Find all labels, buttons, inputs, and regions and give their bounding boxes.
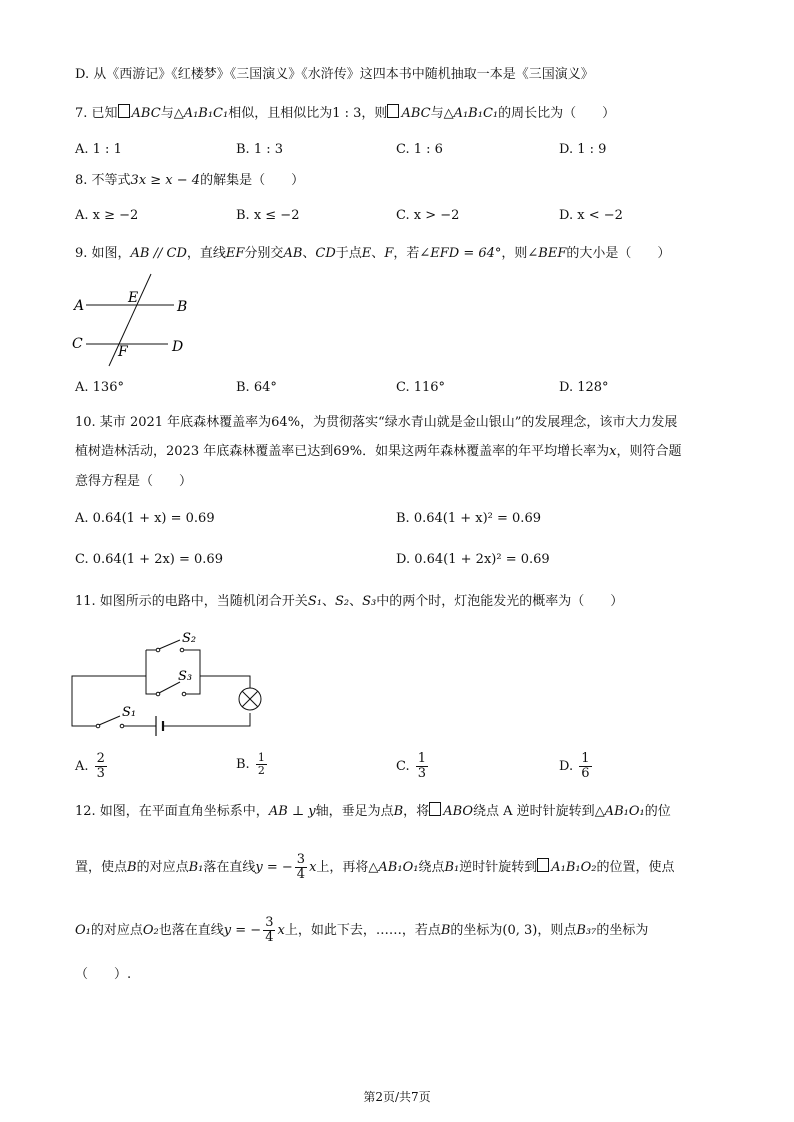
frac-num: 1 xyxy=(417,751,427,766)
q9-stem-c: 分别交 xyxy=(244,246,284,261)
s2-blade xyxy=(159,640,180,649)
q12-l2a: 置，使点 xyxy=(75,860,128,875)
frac-num: 3 xyxy=(265,915,274,930)
q10-option-d: D. 0.64(1 + 2x)² = 0.69 xyxy=(396,552,550,567)
q7-option-c: C. 1 : 6 xyxy=(396,142,443,157)
q11-option-d xyxy=(559,752,594,781)
s3-blade xyxy=(159,682,180,693)
missing-glyph-box xyxy=(387,104,399,118)
q8-stem-b: 的解集是（ ） xyxy=(200,173,305,188)
frac-den: 2 xyxy=(257,764,265,777)
q11-stem-b: 中的两个时，灯泡能发光的概率为（ ） xyxy=(376,594,624,609)
q12-yeq-2: y = − xyxy=(223,923,262,938)
q10-line2 xyxy=(75,443,682,461)
q10-line1 xyxy=(75,414,677,432)
q9-stem-g: 的大小是（ ） xyxy=(566,246,671,261)
q9-sep2: 、 xyxy=(371,246,385,261)
q11-option-c xyxy=(396,752,430,781)
label-e: E xyxy=(128,290,139,306)
q11-sep: 、 xyxy=(321,594,335,609)
q7-stem-f: 的周长比为（ ） xyxy=(498,106,616,121)
wire-bottom-right xyxy=(163,713,250,726)
q11-option-a xyxy=(75,752,109,781)
frac-den: 6 xyxy=(581,766,590,781)
q11-option-c-letter: C. xyxy=(396,759,410,774)
q9-option-d: D. 128° xyxy=(559,380,609,395)
q11-s1: S₁ xyxy=(307,594,322,609)
q12-l3e: ，则点 xyxy=(537,923,577,938)
q12-l2c: 落在直线 xyxy=(203,860,256,875)
q12-b1: B₁ xyxy=(188,860,204,875)
q9-stem-d: 于点 xyxy=(335,246,362,261)
q11-stem-a: 11. 如图所示的电路中，当随机闭合开关 xyxy=(75,594,308,609)
frac-den: 3 xyxy=(417,766,427,781)
label-c: C xyxy=(72,336,83,352)
q12-b: B xyxy=(393,804,404,819)
label-a: A xyxy=(74,298,85,314)
label-f: F xyxy=(118,344,128,360)
q11-option-b xyxy=(236,752,269,777)
q7-stem-a: 7. 已知 xyxy=(75,106,118,121)
q9-option-c: C. 116° xyxy=(396,380,446,395)
q7-tri2: A₁B₁C₁ xyxy=(183,106,229,121)
q12-l1a: 12. 如图，在平面直角坐标系中， xyxy=(75,804,269,819)
missing-glyph-box xyxy=(429,802,441,816)
q8-option-d: D. x < −2 xyxy=(559,208,623,223)
q12-line3 xyxy=(75,916,648,945)
q11-option-d-letter: D. xyxy=(559,759,574,774)
frac-den: 4 xyxy=(296,867,306,882)
q12-l2e: 绕点 xyxy=(418,860,445,875)
q12-l2f: 逆时针旋转到 xyxy=(459,860,538,875)
q7-ratio: 1 : 3 xyxy=(332,106,362,121)
q12-l3d: 的坐标为 xyxy=(450,923,503,938)
frac-num: 3 xyxy=(296,852,306,867)
q8-option-b: B. x ≤ −2 xyxy=(236,208,300,223)
q11-s2: S₂ xyxy=(334,594,350,609)
q12-l2b: 的对应点 xyxy=(136,860,189,875)
s2-contact-2 xyxy=(180,648,184,652)
q11-stem xyxy=(75,593,623,611)
missing-glyph-box xyxy=(537,858,549,872)
q9-stem-f: ，则 xyxy=(501,246,528,261)
q12-b1-2: B₁ xyxy=(444,860,460,875)
line-ef xyxy=(109,274,151,366)
q12-ab1o1-2: △AB₁O₁ xyxy=(368,860,419,875)
q12-fraction-2 xyxy=(263,916,275,945)
q10-p2: 69% xyxy=(333,444,363,459)
q12-ab1o1: △AB₁O₁ xyxy=(594,804,645,819)
q10-line1b: ，为贯彻落实“绿水青山就是金山银山”的发展理念，该市大力发展 xyxy=(300,415,678,430)
frac-num: 1 xyxy=(581,751,590,766)
q12-abo: ABO xyxy=(443,804,474,819)
q11-sep2: 、 xyxy=(349,594,363,609)
q12-l3a: 的对应点 xyxy=(90,923,143,938)
q12-line4: （ ）. xyxy=(75,967,132,982)
q10-option-b: B. 0.64(1 + x)² = 0.69 xyxy=(396,511,541,526)
q12-coord: (0, 3) xyxy=(502,923,538,938)
q12-l1b: 轴，垂足为点 xyxy=(315,804,394,819)
q12-b-2: B xyxy=(127,860,137,875)
s3-contact-2 xyxy=(182,692,186,696)
q12-line1 xyxy=(75,802,671,821)
q12-x: x xyxy=(309,860,317,875)
label-b: B xyxy=(177,299,188,315)
q12-l3b: 也落在直线 xyxy=(158,923,224,938)
q10-p1: 64% xyxy=(271,415,301,430)
q7-stem-e: 与△ xyxy=(430,106,454,121)
q10-line2b: ．如果这两年森林覆盖率的年平均增长率为 xyxy=(362,444,610,459)
q10-option-a: A. 0.64(1 + x) = 0.69 xyxy=(75,511,215,526)
q12-l3c: 上，如此下去，……，若点 xyxy=(284,923,441,938)
q11-option-c-fraction xyxy=(416,752,428,781)
q12-line2 xyxy=(75,853,675,882)
q9-stem-a: 9. 如图， xyxy=(75,246,131,261)
q10-line2a: 植树造林活动，2023 年底森林覆盖率已达到 xyxy=(75,444,334,459)
q12-l2d: 上，再将 xyxy=(316,860,369,875)
s1-blade xyxy=(99,716,120,725)
q8-inequality: 3x ≥ x − 4 xyxy=(130,173,201,188)
q12-b37: B₃₇ xyxy=(576,923,597,938)
q11-option-d-fraction xyxy=(579,752,591,781)
q12-l3f: 的坐标为 xyxy=(596,923,649,938)
s1-contact-2 xyxy=(120,724,124,728)
frac-num: 1 xyxy=(257,751,265,764)
q12-fraction-1 xyxy=(295,853,307,882)
q7-stem-d: ，则 xyxy=(361,106,388,121)
q9-stem-b: ，直线 xyxy=(186,246,226,261)
q12-l1c: ，将 xyxy=(403,804,430,819)
frac-den: 4 xyxy=(265,930,274,945)
q12-x-2: x xyxy=(277,923,285,938)
page-number: 第2页/共7页 xyxy=(363,1090,431,1104)
q9-angle: ∠EFD = 64° xyxy=(419,246,502,261)
q11-circuit-figure xyxy=(66,626,266,746)
label-s1: S₁ xyxy=(122,705,137,720)
q9-parallel: AB // CD xyxy=(130,246,187,261)
q12-o1: O₁ xyxy=(75,923,91,938)
q9-cd: CD xyxy=(315,246,336,261)
q11-option-a-fraction xyxy=(95,752,107,781)
q7-stem-c: 相似，且相似比为 xyxy=(228,106,333,121)
q9-option-a: A. 136° xyxy=(75,380,124,395)
q10-x: x xyxy=(609,444,617,459)
q9-ef: EF xyxy=(225,246,245,261)
q11-option-b-fraction xyxy=(256,752,267,777)
q11-option-b-letter: B. xyxy=(236,757,250,772)
q12-yeq: y = − xyxy=(255,860,293,875)
q9-figure xyxy=(66,272,206,372)
q7-stem-b: 与△ xyxy=(160,106,184,121)
q10-option-c: C. 0.64(1 + 2x) = 0.69 xyxy=(75,552,223,567)
q9-target: ∠BEF xyxy=(527,246,567,261)
q9-stem-e: ，若 xyxy=(393,246,420,261)
label-s2: S₂ xyxy=(182,631,197,646)
missing-glyph-box xyxy=(118,104,130,118)
q12-perp: AB ⊥ y xyxy=(268,804,316,819)
q9-stem xyxy=(75,245,670,263)
q8-option-c: C. x > −2 xyxy=(396,208,460,223)
wire-right xyxy=(200,676,250,688)
q11-s3: S₃ xyxy=(362,594,377,609)
q9-e: E xyxy=(361,246,372,261)
q7-tri1-repeat: ABC xyxy=(401,106,431,121)
q7-tri1: ABC xyxy=(131,106,161,121)
q12-b-3: B xyxy=(440,923,451,938)
frac-den: 3 xyxy=(96,766,105,781)
q10-line3: 意得方程是（ ） xyxy=(75,474,193,489)
label-s3: S₃ xyxy=(178,669,193,684)
q7-option-d: D. 1 : 9 xyxy=(559,142,607,157)
q9-f: F xyxy=(384,246,394,261)
q6-option-d: D. 从《西游记》《红楼梦》《三国演义》《水浒传》这四本书中随机抽取一本是《三国演义》 xyxy=(75,67,594,82)
q12-o2: O₂ xyxy=(142,923,159,938)
label-d: D xyxy=(172,339,184,355)
q12-a1b1o2: A₁B₁O₂ xyxy=(551,860,597,875)
q12-l1d: 绕点 A 逆时针旋转到 xyxy=(473,804,595,819)
q9-option-b: B. 64° xyxy=(236,380,277,395)
frac-num: 2 xyxy=(96,751,105,766)
q12-l1e: 的位 xyxy=(644,804,671,819)
q8-option-a: A. x ≥ −2 xyxy=(75,208,139,223)
q10-line2c: ，则符合题 xyxy=(616,444,682,459)
branch-left xyxy=(146,650,156,694)
q9-ab: AB xyxy=(283,246,303,261)
q8-stem-a: 8. 不等式 xyxy=(75,173,131,188)
q7-stem xyxy=(75,104,615,123)
q10-line1a: 10. 某市 2021 年底森林覆盖率为 xyxy=(75,415,272,430)
q12-l2g: 的位置，使点 xyxy=(596,860,675,875)
q9-sep: 、 xyxy=(302,246,316,261)
q8-stem xyxy=(75,172,304,190)
q7-option-b: B. 1 : 3 xyxy=(236,142,284,157)
q11-option-a-letter: A. xyxy=(75,759,89,774)
q7-tri2-repeat: A₁B₁C₁ xyxy=(453,106,499,121)
q7-option-a: A. 1 : 1 xyxy=(75,142,122,157)
